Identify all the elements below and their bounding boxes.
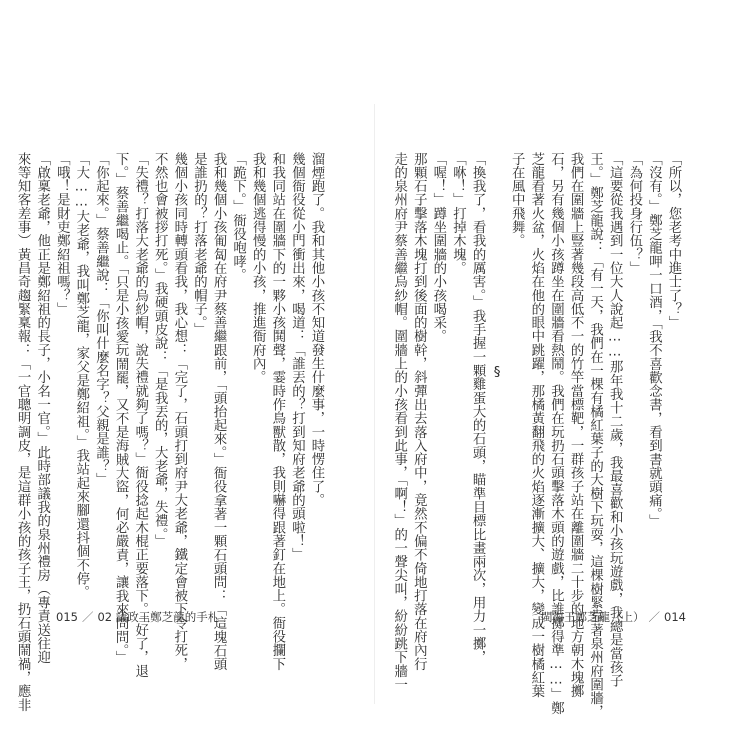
- page-number: 014: [664, 610, 686, 624]
- page-number: 015: [56, 610, 78, 624]
- right-page-footer: [541, 609, 686, 625]
- paragraph: 幾個衙役從小門衝出來，喝道：「誰丟的？打到知府老爺的頭啦！」: [289, 152, 305, 562]
- paragraph: 「哦！是財吏鄭紹祖嗎？」: [54, 152, 70, 316]
- paragraph: 王。」鄭芝龍說：「有一天，我們在一棵有橘紅葉子的大樹下玩耍，這棵樹緊靠著泉州府圍牆，: [587, 152, 603, 719]
- left-page: [12, 104, 357, 712]
- running-head-chapter: 02 議政王鄭芝龍的手札: [97, 610, 220, 624]
- paragraph: 「換我了，看我的厲害。」我手握一顆雞蛋大的石頭，瞄準目標比畫兩次，用力一擲，: [470, 152, 486, 664]
- paragraph: 幾個小孩同時轉頭看我，我心想：「完了，石頭打到府尹大老爺，鐵定會被下令打死，: [171, 152, 187, 671]
- section-break: §: [489, 364, 505, 380]
- paragraph: 石，另有幾個小孩蹲坐在圍牆看熱鬧。我們在玩扔石頭擊落木頭的遊戲，比誰擲得準……」鄭: [548, 152, 564, 715]
- footer-divider: ／: [648, 610, 661, 624]
- paragraph: 「你起來。」蔡善繼說：「你叫什麼名字？父親是誰？」: [93, 152, 109, 487]
- paragraph: 來等知客差事）黃昌奇趨緊稟報：「一官聰明調皮，是這群小孩的孩子王，扔石頭鬧禍，應非: [15, 152, 31, 712]
- paragraph: 下。」蔡善繼喝止。「只是小孩愛玩鬧罷，又不是海賊大盜，何必嚴責，讓我來問問。」: [113, 152, 129, 665]
- paragraph: 「跪下。」衙役咆哮。: [230, 152, 246, 282]
- paragraph: 溜煙跑了。我和其他小孩不知道發生什麼事，一時愣住了。: [309, 152, 324, 507]
- running-head-title: 閩海王鄭芝龍（上）: [541, 610, 645, 624]
- footer-divider: ／: [81, 610, 94, 624]
- paragraph: 走的泉州府尹蔡善繼烏紗帽。圍牆上的小孩看到此事，「啊！」的一聲尖叫，紛紛跳下牆一: [391, 152, 407, 692]
- paragraph: 「失禮？打落大老爺的烏紗帽，說失禮就夠了嗎？」衙役捻起木棍正要落下。「好了，退: [132, 152, 148, 678]
- paragraph: 「咻！」打掉木塊。: [450, 152, 466, 275]
- page-gutter: [374, 104, 375, 704]
- paragraph: 「啟稟老爺，他正是鄭紹祖的長子，小名一官。」此時部議我的泉州禮房（專責送往迎: [34, 152, 50, 664]
- paragraph: 「所以，您老考中進士了？」: [666, 152, 681, 330]
- paragraph: 我和幾個逃得慢的小孩，推進衙府內。: [250, 152, 266, 385]
- paragraph: 「為何投身行伍？」: [626, 152, 642, 275]
- paragraph: 不然也會被拶打死。」我硬頭皮說：「是我丟的，大老爺，失禮。」: [152, 152, 168, 549]
- paragraph: 和我同站在圍牆下的一夥小孩鬨聲，霎時作鳥獸散，我則嚇得跟著釘在地上。衙役攔下: [269, 152, 285, 671]
- paragraph: 我和幾個小孩匍匐在府尹蔡善繼跟前，「頭抬起來。」衙役拿著一顆石頭問：「這塊石頭: [211, 152, 227, 671]
- paragraph: 子在風中飛舞。: [509, 152, 525, 248]
- paragraph: 「這要從我遇到一位大人說起……那年我十二歲，我最喜歡和小孩玩遊戲，我總是當孩子: [607, 152, 623, 688]
- paragraph: 「喔！」蹲坐圍牆的小孩喝采。: [430, 152, 446, 344]
- paragraph: 芝龍看著火盆，火焰在他的眼中跳躍，那橘黃翻飛的火焰逐漸擴大、擴大，變成一樹橘紅葉: [528, 152, 544, 698]
- paragraph: 是誰扔的？打落老爺的帽子。」: [191, 152, 207, 337]
- right-page: [385, 104, 730, 719]
- left-page-footer: [56, 609, 219, 625]
- paragraph: 「大……大老爺，我叫鄭芝龍，家父是鄭紹祖。」我站起來腳還抖個不停。: [73, 152, 89, 599]
- paragraph: 那顆石子擊落木塊打到後面的樹幹，斜彈出去落入府中，竟然不偏不倚地打落在府內行: [411, 152, 427, 671]
- paragraph: 「沒有。」鄭芝龍呷一口酒，「我不喜歡念書，看到書就頭痛。」: [646, 152, 662, 528]
- paragraph: 我們在圍牆上豎著幾段高低不一的竹竿當標靶，一群孩子站在離圍牆二十步的地方朝木塊擲: [568, 152, 584, 698]
